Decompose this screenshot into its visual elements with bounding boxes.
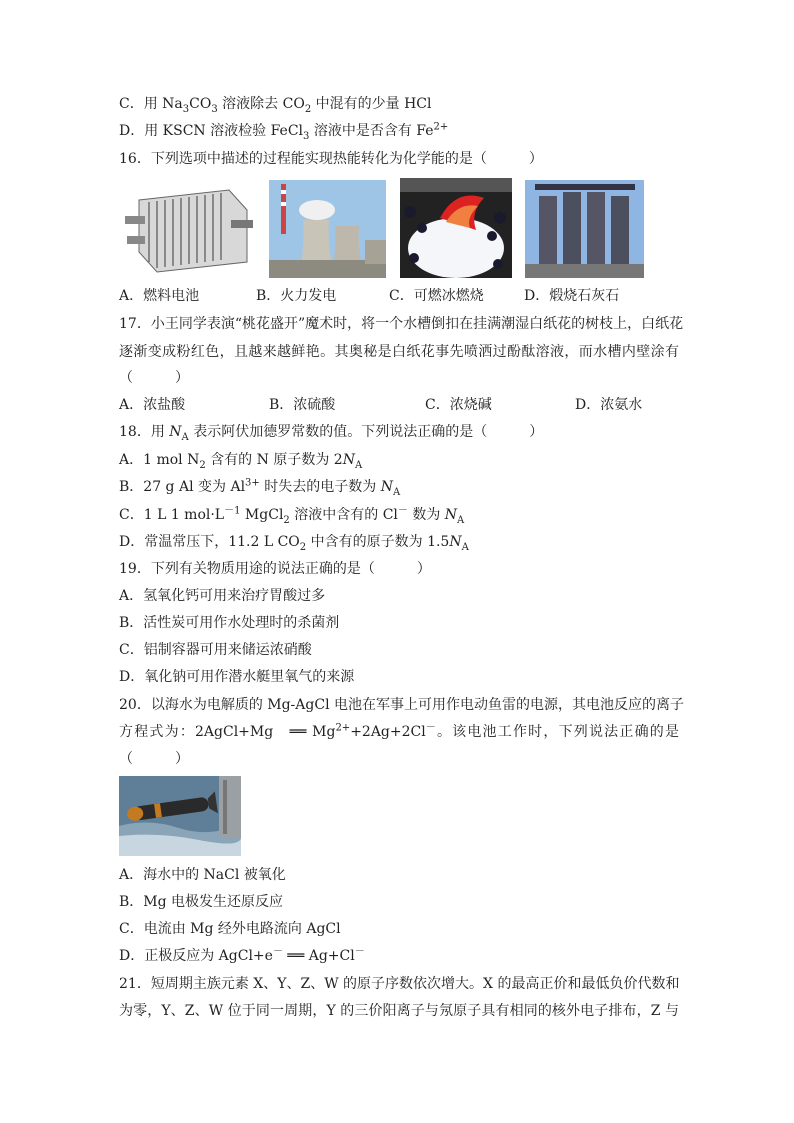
q20-option-a: A．海水中的 NaCl 被氧化 <box>119 867 286 883</box>
q16-stem: 16．下列选项中描述的过程能实现热能转化为化学能的是（ ） <box>119 151 543 167</box>
q21-stem-1: 21．短周期主族元素 X、Y、Z、W 的原子序数依次增大。X 的最高正价和最低负价代数和 <box>119 976 680 992</box>
q17-stem-1: 17．小王同学表演“桃花盛开”魔术时，将一个水槽倒扣在挂满潮湿白纸花的树枝上，白纸花 <box>119 316 684 332</box>
q20-option-b: B．Mg 电极发生还原反应 <box>119 894 284 910</box>
q18-option-b: B．27 g Al 变为 $Al^{3+}$ 时失去的电子数为 $N_A$ <box>119 477 401 498</box>
thermal-power-plant-image <box>269 180 386 278</box>
combustible-ice-burning-image <box>400 178 512 278</box>
q17-stem-2: 逐渐变成粉红色，且越来越鲜艳。其奥秘是白纸花事先喷洒过酚酞溶液，而水槽内壁涂有 <box>119 344 679 360</box>
q18-option-c: C．1 L 1 $mol\cdot L^{-1}$ MgCl$_2$ 溶液中含有的 Cl－ 数为 $N_A$ <box>119 505 465 526</box>
q16-option-a: A．燃料电池 <box>119 288 200 304</box>
q20-stem-3: （ ） <box>119 751 189 767</box>
fuel-cell-image <box>119 180 257 278</box>
q19-stem: 19．下列有关物质用途的说法正确的是（ ） <box>119 561 431 577</box>
q20-stem-2: 方程式为：2AgCl+Mg ══ $Mg^{2+}+2Ag+2Cl^-$。该电池工作时，下列说法正确的是 <box>119 722 679 740</box>
q17-option-a: A．浓盐酸 <box>119 397 186 413</box>
q20-option-c: C．电流由 Mg 经外电路流向 AgCl <box>119 921 341 937</box>
q16-option-d: D．煅烧石灰石 <box>524 288 620 304</box>
q19-option-b: B．活性炭可用作水处理时的杀菌剂 <box>119 615 340 631</box>
electric-torpedo-image <box>119 776 241 856</box>
q21-stem-2: 为零，Y、Z、W 位于同一周期，Y 的三价阳离子与氖原子具有相同的核外电子排布，Z 与 <box>119 1003 679 1019</box>
q16-option-b: B．火力发电 <box>256 288 337 304</box>
q17-option-c: C．浓烧碱 <box>425 397 492 413</box>
q19-option-d: D．氧化钠可用作潜水艇里氧气的来源 <box>119 669 355 685</box>
q17-stem-3: （ ） <box>119 370 189 386</box>
q19-option-c: C．铝制容器可用来储运浓硝酸 <box>119 642 312 658</box>
q17-option-d: D．浓氨水 <box>575 397 643 413</box>
limestone-calcining-image <box>525 180 644 278</box>
q17-option-b: B．浓硫酸 <box>269 397 336 413</box>
q19-option-a: A．氢氧化钙可用来治疗胃酸过多 <box>119 588 326 604</box>
q20-option-d: D．正极反应为 AgCl+e－ ══ Ag+Cl－ <box>119 946 365 964</box>
q15-option-d: D．用 KSCN 溶液检验 FeCl$_3$ 溶液中是否含有 $Fe^{2+}$ <box>119 121 449 142</box>
q18-option-a: A．1 mol $N_2$ 含有的 N 原子数为 $2N_A$ <box>119 452 363 471</box>
q18-stem: 18．用 $N_A$ 表示阿伏加德罗常数的值。下列说法正确的是（ ） <box>119 424 544 443</box>
q20-stem-1: 20．以海水为电解质的 Mg-AgCl 电池在军事上可用作电动鱼雷的电源，其电池反应的离子 <box>119 697 685 713</box>
q16-option-c: C．可燃冰燃烧 <box>389 288 484 304</box>
q18-option-d: D．常温常压下，11.2 L $CO_2$ 中含有的原子数为 $1.5N_A$ <box>119 534 469 553</box>
q15-option-c: C．用 $Na_3CO_3$ 溶液除去 $CO_2$ 中混有的少量 HCl <box>119 96 432 115</box>
